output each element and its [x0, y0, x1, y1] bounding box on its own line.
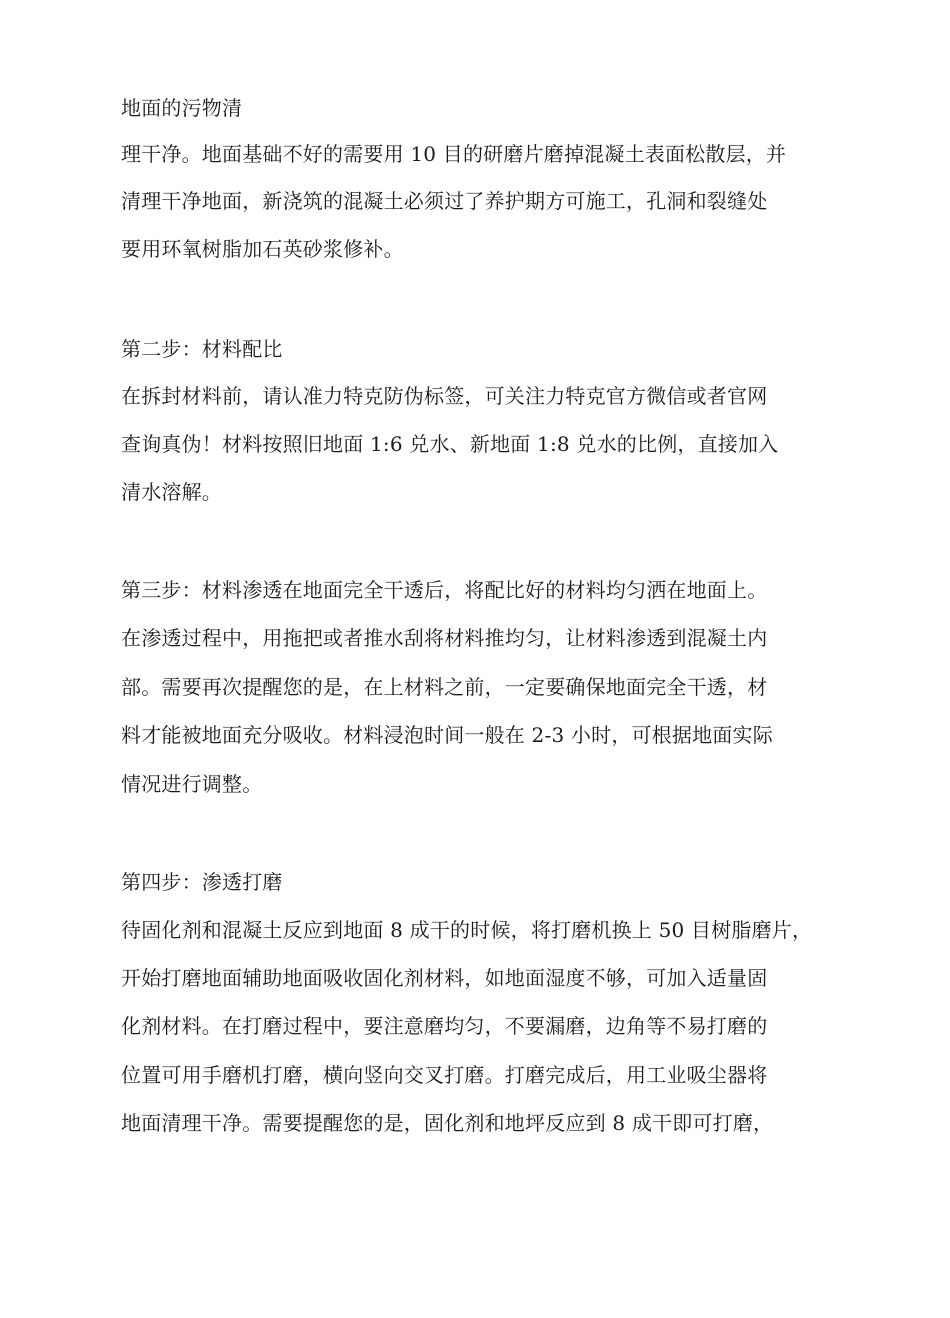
text-line: 位置可用手磨机打磨，横向竖向交叉打磨。打磨完成后，用工业吸尘器将	[121, 1063, 768, 1087]
text-line: 化剂材料。在打磨过程中，要注意磨均匀，不要漏磨，边角等不易打磨的	[121, 1014, 768, 1038]
text-line: 地面的污物清	[121, 96, 243, 120]
text-line: 料才能被地面充分吸收。材料浸泡时间一般在 2-3 小时，可根据地面实际	[121, 723, 773, 747]
text-line: 查询真伪！材料按照旧地面 1:6 兑水、新地面 1:8 兑水的比例，直接加入	[121, 432, 779, 456]
text-line: 地面清理干净。需要提醒您的是，固化剂和地坪反应到 8 成干即可打磨，	[121, 1111, 774, 1135]
text-line: 清理干净地面，新浇筑的混凝土必须过了养护期方可施工，孔洞和裂缝处	[121, 189, 768, 213]
section-heading: 第四步：渗透打磨	[121, 870, 283, 894]
text-line: 待固化剂和混凝土反应到地面 8 成干的时候，将打磨机换上 50 目树脂磨片，	[121, 918, 813, 942]
text-line: 在渗透过程中，用拖把或者推水刮将材料推均匀，让材料渗透到混凝土内	[121, 626, 768, 650]
text-line: 要用环氧树脂加石英砂浆修补。	[121, 237, 404, 261]
text-line: 在拆封材料前，请认准力特克防伪标签，可关注力特克官方微信或者官网	[121, 384, 768, 408]
text-line: 部。需要再次提醒您的是，在上材料之前，一定要确保地面完全干透，材	[121, 675, 768, 699]
text-line: 开始打磨地面辅助地面吸收固化剂材料，如地面湿度不够，可加入适量固	[121, 966, 768, 990]
text-line: 清水溶解。	[121, 480, 222, 504]
text-line: 理干净。地面基础不好的需要用 10 目的研磨片磨掉混凝土表面松散层，并	[121, 142, 787, 166]
text-line: 情况进行调整。	[121, 772, 263, 796]
section-heading: 第二步：材料配比	[121, 337, 283, 361]
section-heading: 第三步：材料渗透在地面完全干透后，将配比好的材料均匀洒在地面上。	[121, 578, 768, 602]
